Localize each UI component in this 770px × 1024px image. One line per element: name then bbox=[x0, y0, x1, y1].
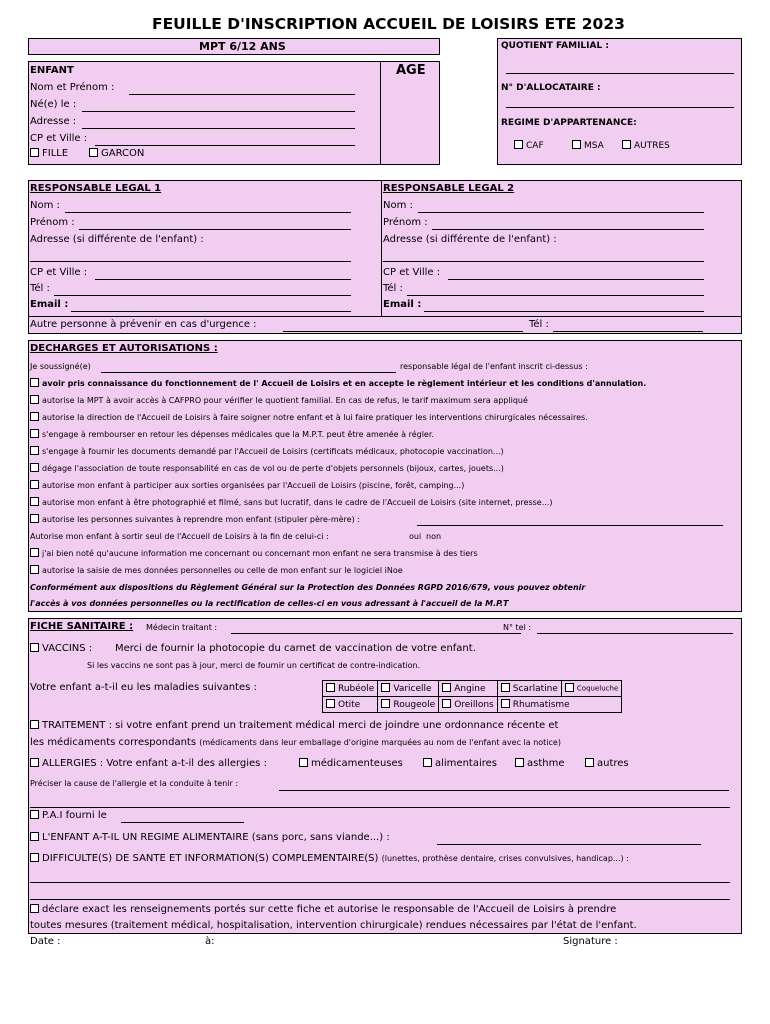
maladie-rougeole[interactable]: Rougeole bbox=[378, 697, 439, 713]
soussigne-label: Je soussigné(e) bbox=[30, 362, 91, 371]
resp2-cp-label: CP et Ville : bbox=[383, 267, 441, 278]
decharge-checkbox[interactable] bbox=[30, 548, 39, 557]
allergies-line[interactable]: ALLERGIES : Votre enfant a-t-il des allergies : bbox=[30, 758, 267, 769]
fille-checkbox[interactable] bbox=[30, 148, 39, 157]
enfant-section bbox=[28, 61, 440, 165]
maladie-angine[interactable]: Angine bbox=[439, 681, 498, 697]
resp1-prenom-field[interactable] bbox=[79, 229, 351, 230]
decharge-checkbox[interactable] bbox=[30, 412, 39, 421]
decharge-item[interactable]: avoir pris connaissance du fonctionnement de l' Accueil de Loisirs et en accepte le règlement intérieur et les conditions d'annulation. bbox=[30, 379, 646, 388]
alloc-label: N° D'ALLOCATAIRE : bbox=[501, 83, 601, 93]
decharge-checkbox[interactable] bbox=[30, 463, 39, 472]
autres-option[interactable]: AUTRES bbox=[622, 141, 670, 151]
traitement-line-2: les médicaments correspondants (médicaments dans leur emballage d'origine marquées au nom de l'enfant avec la notice) bbox=[30, 737, 561, 748]
decharge-item[interactable]: s'engage à fournir les documents demandé par l'Accueil de Loisirs (certificats médicaux, photocopie vaccination...) bbox=[30, 447, 504, 456]
difficultes-field-1[interactable] bbox=[30, 882, 730, 883]
decharge-item[interactable]: autorise mon enfant à être photographié et filmé, sans but lucratif, dans le cadre de l'Accueil de Loisirs (site internet, presse...) bbox=[30, 498, 552, 507]
resp2-tel-label: Tél : bbox=[383, 283, 403, 294]
resp1-email-field[interactable] bbox=[71, 311, 351, 312]
resp1-tel-label: Tél : bbox=[30, 283, 50, 294]
msa-option[interactable]: MSA bbox=[572, 141, 604, 151]
allergie-asthme[interactable]: asthme bbox=[515, 758, 565, 769]
regime-line[interactable]: L'ENFANT A-T-IL UN REGIME ALIMENTAIRE (sans porc, sans viande...) : bbox=[30, 832, 390, 843]
decharge-checkbox[interactable] bbox=[30, 497, 39, 506]
resp2-header: RESPONSABLE LEGAL 2 bbox=[383, 183, 515, 194]
maladie-oreillons[interactable]: Oreillons bbox=[439, 697, 498, 713]
decharges-section bbox=[28, 340, 742, 612]
enfant-header: ENFANT bbox=[30, 65, 74, 76]
age-label: AGE bbox=[396, 63, 426, 78]
autre-tel-field[interactable] bbox=[553, 331, 703, 332]
msa-checkbox[interactable] bbox=[572, 140, 581, 149]
qf-label: QUOTIENT FAMILIAL : bbox=[501, 41, 609, 51]
resp2-email-field[interactable] bbox=[424, 311, 704, 312]
vaccins-note: Si les vaccins ne sont pas à jour, merci de fournir un certificat de contre-indication. bbox=[87, 661, 421, 670]
decharge-checkbox[interactable] bbox=[30, 446, 39, 455]
autres-checkbox[interactable] bbox=[622, 140, 631, 149]
sanitaire-header: FICHE SANITAIRE : bbox=[30, 621, 134, 632]
resp2-prenom-label: Prénom : bbox=[383, 217, 428, 228]
preciser-label: Préciser la cause de l'allergie et la conduite à tenir : bbox=[30, 779, 239, 788]
decharge-checkbox[interactable] bbox=[30, 565, 39, 574]
resp1-nom-label: Nom : bbox=[30, 200, 60, 211]
resp1-nom-field[interactable] bbox=[65, 212, 351, 213]
declare-line-2: toutes mesures (traitement médical, hospitalisation, intervention chirurgicale) rendues nécessaires par l'état de l'enfant. bbox=[30, 920, 637, 931]
difficultes-line[interactable]: DIFFICULTE(S) DE SANTE ET INFORMATION(S) COMPLEMENTAIRE(S) (lunettes, prothèse dentaire, crises convulsives, handicap...) : bbox=[30, 853, 629, 864]
decharge-checkbox[interactable] bbox=[30, 480, 39, 489]
decharge-item[interactable]: autorise mon enfant à participer aux sorties organisées par l'Accueil de Loisirs (piscine, forêt, camping...) bbox=[30, 481, 464, 490]
maladies-table bbox=[322, 680, 622, 713]
subtitle: MPT 6/12 ANS bbox=[199, 40, 286, 53]
decharge-item[interactable]: autorise la saisie de mes données personnelles ou celle de mon enfant sur le logiciel iNoe bbox=[30, 566, 403, 575]
pai-field[interactable] bbox=[121, 822, 244, 823]
regime-checkbox[interactable] bbox=[30, 832, 39, 841]
difficultes-field-2[interactable] bbox=[30, 899, 730, 900]
vaccins-checkbox[interactable] bbox=[30, 643, 39, 652]
maladie-scarlatine[interactable]: Scarlatine bbox=[497, 681, 561, 697]
decharge-item[interactable]: autorise les personnes suivantes à reprendre mon enfant (stipuler père-mère) : bbox=[30, 515, 360, 524]
decharge-checkbox[interactable] bbox=[30, 514, 39, 523]
regime-label: REGIME D'APPARTENANCE: bbox=[501, 118, 637, 128]
garcon-checkbox[interactable] bbox=[89, 148, 98, 157]
maladie-otite[interactable]: Otite bbox=[323, 697, 378, 713]
decharge-checkbox[interactable] bbox=[30, 378, 39, 387]
enfant-nom-label: Nom et Prénom : bbox=[30, 82, 115, 93]
decharge-item[interactable]: j'ai bien noté qu'aucune information me concernant ou concernant mon enfant ne sera transmise à des tiers bbox=[30, 549, 478, 558]
pai-line[interactable]: P.A.I fourni le bbox=[30, 810, 107, 821]
autre-personne-label: Autre personne à prévenir en cas d'urgence : bbox=[30, 319, 257, 330]
resp2-adresse-label: Adresse (si différente de l'enfant) : bbox=[383, 234, 557, 245]
subtitle-box bbox=[28, 38, 440, 55]
resp1-adresse-label: Adresse (si différente de l'enfant) : bbox=[30, 234, 204, 245]
resp1-cp-label: CP et Ville : bbox=[30, 267, 88, 278]
medecin-label: Médecin traitant : bbox=[146, 623, 218, 632]
enfant-ne-label: Né(e) le : bbox=[30, 99, 77, 110]
sanitaire-section bbox=[28, 618, 742, 934]
resp1-adresse-field[interactable] bbox=[30, 261, 351, 262]
allergie-autres[interactable]: autres bbox=[585, 758, 629, 769]
resp2-tel-field[interactable] bbox=[407, 295, 704, 296]
page-title: FEUILLE D'INSCRIPTION ACCUEIL DE LOISIRS ETE 2023 bbox=[152, 15, 625, 33]
vaccins-option[interactable]: VACCINS : bbox=[30, 643, 92, 654]
resp1-email-label: Email : bbox=[30, 299, 69, 310]
decharge-item[interactable]: autorise la direction de l'Accueil de Loisirs à faire soigner notre enfant et à lui faire pratiquer les interventions chirurgicales nécessaires. bbox=[30, 413, 588, 422]
maladie-coqueluche[interactable]: Coqueluche bbox=[561, 681, 621, 697]
autre-personne-field[interactable] bbox=[283, 331, 523, 332]
autre-tel-label: Tél : bbox=[529, 319, 549, 330]
medecin-field[interactable] bbox=[231, 633, 521, 634]
sortie-oui-option[interactable]: oui bbox=[409, 532, 422, 541]
qf-field[interactable] bbox=[506, 73, 734, 74]
resp2-cp-field[interactable] bbox=[448, 279, 704, 280]
declare-line-1[interactable]: déclare exact les renseignements portés sur cette fiche et autorise le responsable de l'Accueil de Loisirs à prendre bbox=[30, 904, 616, 915]
personnes-autorisees-field[interactable] bbox=[417, 525, 723, 526]
caf-checkbox[interactable] bbox=[514, 140, 523, 149]
allergies-checkbox[interactable] bbox=[30, 758, 39, 767]
rgpd-line-1: Conformément aux dispositions du Règlement Général sur la Protection des Données RGPD 2016/679, vous pouvez obtenir bbox=[30, 583, 586, 592]
resp1-cp-field[interactable] bbox=[95, 279, 351, 280]
declare-checkbox[interactable] bbox=[30, 904, 39, 913]
resp2-prenom-field[interactable] bbox=[432, 229, 704, 230]
resp2-adresse-field[interactable] bbox=[383, 261, 704, 262]
enfant-nom-field[interactable] bbox=[129, 94, 355, 95]
fille-option[interactable]: FILLE bbox=[30, 148, 68, 159]
lieu-label: à: bbox=[205, 936, 215, 947]
preciser-field-2[interactable] bbox=[30, 807, 730, 808]
maladie-rhumatisme[interactable]: Rhumatisme bbox=[497, 697, 622, 713]
resp2-nom-field[interactable] bbox=[418, 212, 704, 213]
sortie-non-option[interactable]: non bbox=[426, 532, 442, 541]
garcon-option[interactable]: GARCON bbox=[89, 148, 144, 159]
traitement-checkbox[interactable] bbox=[30, 720, 39, 729]
enfant-adresse-field[interactable] bbox=[82, 128, 355, 129]
decharge-item[interactable]: s'engage à rembourser en retour les dépenses médicales que la M.P.T. peut être amenée à régler. bbox=[30, 430, 434, 439]
vaccins-text: Merci de fournir la photocopie du carnet de vaccination de votre enfant. bbox=[115, 643, 476, 654]
allergie-medicamenteuses[interactable]: médicamenteuses bbox=[299, 758, 403, 769]
responsables-section bbox=[28, 180, 742, 334]
maladie-varicelle[interactable]: Varicelle bbox=[378, 681, 439, 697]
medecin-tel-label: N° tel : bbox=[503, 623, 532, 632]
resp1-header: RESPONSABLE LEGAL 1 bbox=[30, 183, 162, 194]
soussigne-field[interactable] bbox=[101, 372, 396, 373]
soussigne-end: responsable légal de l'enfant inscrit ci-dessus : bbox=[400, 362, 588, 371]
enfant-adresse-label: Adresse : bbox=[30, 116, 77, 127]
quotient-section bbox=[497, 38, 742, 165]
rgpd-line-2: l'accès à vos données personnelles ou la rectification de celles-ci en vous adressant à l'accueil de la M.P.T bbox=[30, 599, 509, 608]
maladies-label: Votre enfant a-t-il eu les maladies suivantes : bbox=[30, 682, 257, 693]
decharge-checkbox[interactable] bbox=[30, 429, 39, 438]
alloc-field[interactable] bbox=[506, 107, 734, 108]
enfant-cp-label: CP et Ville : bbox=[30, 133, 88, 144]
resp1-prenom-label: Prénom : bbox=[30, 217, 75, 228]
decharge-item[interactable]: dégage l'association de toute responsabilité en cas de vol ou de perte d'objets personnels (bijoux, cartes, jouets...) bbox=[30, 464, 504, 473]
caf-option[interactable]: CAF bbox=[514, 141, 544, 151]
difficultes-checkbox[interactable] bbox=[30, 853, 39, 862]
enfant-ne-field[interactable] bbox=[82, 111, 355, 112]
preciser-field[interactable] bbox=[279, 790, 729, 791]
decharge-item[interactable]: autorise la MPT à avoir accès à CAFPRO pour vérifier le quotient familial. En cas de refus, le tarif maximum sera appliqué bbox=[30, 396, 528, 405]
traitement-line-1[interactable]: TRAITEMENT : si votre enfant prend un traitement médical merci de joindre une ordonnance récente et bbox=[30, 720, 558, 731]
medecin-tel-field[interactable] bbox=[537, 633, 733, 634]
regime-field[interactable] bbox=[437, 844, 701, 845]
maladie-rubeole[interactable]: Rubéole bbox=[323, 681, 378, 697]
enfant-cp-field[interactable] bbox=[95, 145, 355, 146]
decharges-header: DECHARGES ET AUTORISATIONS : bbox=[30, 343, 218, 354]
signature-label: Signature : bbox=[563, 936, 618, 947]
date-label: Date : bbox=[30, 936, 61, 947]
resp1-tel-field[interactable] bbox=[54, 295, 351, 296]
resp2-email-label: Email : bbox=[383, 299, 422, 310]
allergie-alimentaires[interactable]: alimentaires bbox=[423, 758, 497, 769]
sortie-seul-label: Autorise mon enfant à sortir seul de l'Accueil de Loisirs à la fin de celui-ci : bbox=[30, 532, 329, 541]
resp2-nom-label: Nom : bbox=[383, 200, 413, 211]
decharge-checkbox[interactable] bbox=[30, 395, 39, 404]
pai-checkbox[interactable] bbox=[30, 810, 39, 819]
